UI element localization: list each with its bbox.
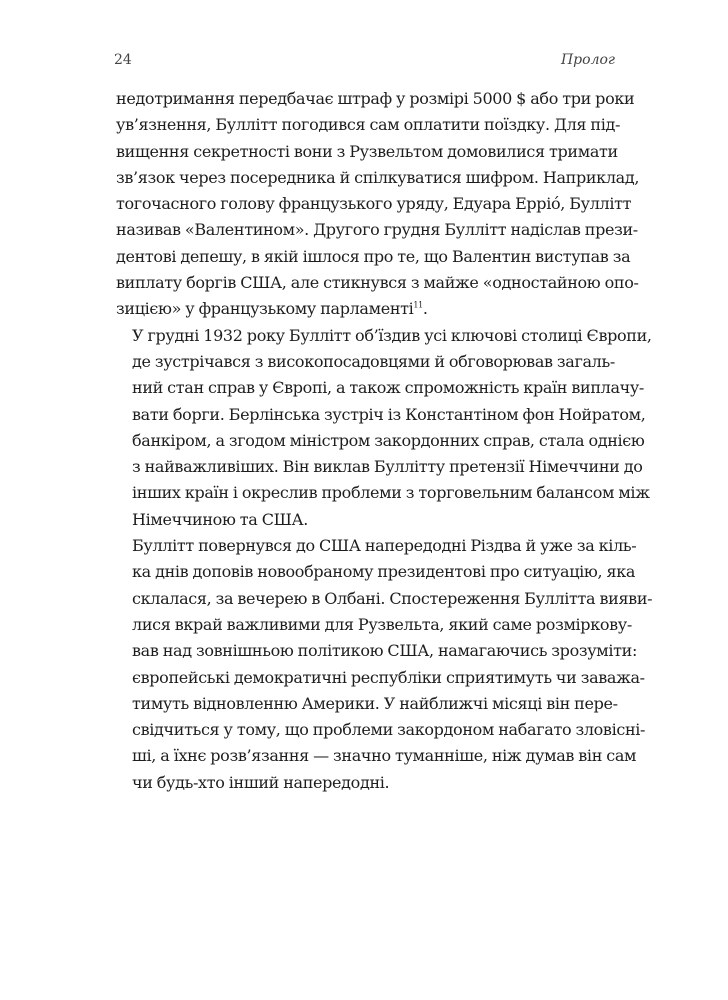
running-head: Пролог [560,52,615,68]
text-line: ші, а їхнє розв’язання — значно туманніше, ніж думав він сам [132,746,637,766]
text-line: дентові депешу, в якій ішлося про те, що Валентин виступав за [116,246,631,266]
text-line: ка днів доповів новообраному президентові про ситуацію, яка [132,562,636,582]
text-line: виплату боргів США, але стикнувся з майже «одностайною опо- [116,273,639,293]
text-line: лися вкрай важливими для Рузвельта, який саме розміркову- [132,614,632,634]
footnote-marker[interactable]: 11 [413,301,423,311]
text-line: ув’язнення, Буллітт погодився сам оплатити поїздку. Для під- [116,115,621,135]
text-line: називав «Валентином». Другого грудня Буллітт надіслав прези- [116,220,638,240]
text-line: У грудні 1932 року Буллітт об’їздив усі ключові столиці Європи, [132,325,652,345]
text-line: тимуть відновленню Америки. У найближчі місяці він пере- [132,693,618,713]
text-line: зицією» у французькому парламенті [116,299,414,319]
text-line: недотримання передбачає штраф у розмірі 5000 $ або три роки [116,89,635,108]
text-line: вати борги. Берлінська зустріч із Константіном фон Нойратом, [132,404,646,424]
text-line: склалася, за вечерею в Олбані. Спостереження Буллітта вияви- [132,588,653,608]
paragraph [116,533,653,796]
body-text [116,86,653,796]
text-line: ний стан справ у Європі, а також спроможність країн виплачу- [132,378,644,398]
text-line: інших країн і окреслив проблеми з торговельним балансом між [132,483,650,503]
text-line: свідчиться у тому, що проблеми закордоном набагато зловісні- [132,720,646,740]
text-line: Буллітт повернувся до США напередодні Різдва й уже за кіль- [132,536,637,556]
text-line: тогочасного голову французького уряду, Едуара Ерріó, Буллітт [116,194,632,214]
text-line-with-footnote: зицією» у французькому парламенті$^{11}$. [116,299,428,319]
paragraph [116,323,652,533]
text-line: зв’язок через посередника й спілкуватися шифром. Наприклад, [116,167,640,187]
text-line: вищення секретності вони з Рузвельтом домовилися тримати [116,141,618,161]
page-number: 24 [114,52,132,68]
text-line: Німеччиною та США. [132,509,308,529]
text-line: з найважливіших. Він виклав Буллітту претензії Німеччини до [132,457,643,477]
text-line: європейські демократичні республіки сприятимуть чи заважа- [132,667,645,687]
text-line: де зустрічався з високопосадовцями й обговорював загаль- [132,351,615,371]
paragraph [116,86,640,323]
text-line: банкіром, а згодом міністром закордонних справ, стала однією [132,430,645,450]
text-line: чи будь-хто інший напередодні. [132,772,390,792]
text-line: вав над зовнішньою політикою США, намагаючись зрозуміти: [132,641,638,661]
